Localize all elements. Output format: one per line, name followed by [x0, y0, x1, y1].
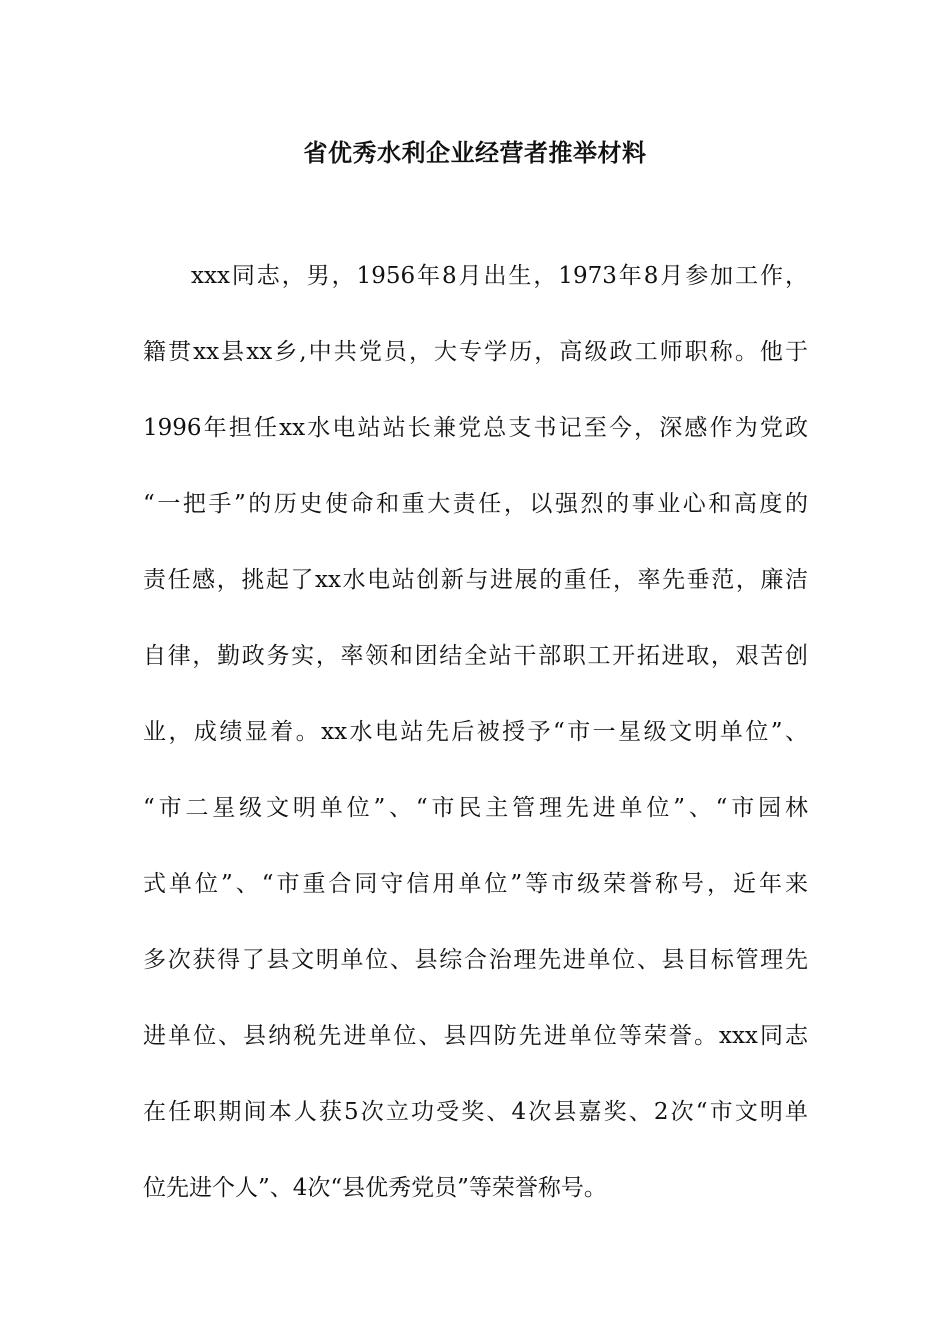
paragraph-line: 自律，勤政务实，率领和团结全站干部职工开拓进取，艰苦创	[143, 643, 808, 669]
paragraph-line: 1996年担任xx水电站站长兼党总支书记至今，深感作为党政	[143, 415, 808, 441]
paragraph-line: 责任感，挑起了xx水电站创新与进展的重任，率先垂范，廉洁	[143, 567, 808, 593]
document-title: 省优秀水利企业经营者推举材料	[303, 138, 647, 167]
paragraph-line: “市二星级文明单位”、“市民主管理先进单位”、“市园林	[143, 795, 808, 821]
paragraph-line: 在任职期间本人获5次立功受奖、4次县嘉奖、2次“市文明单	[143, 1099, 808, 1125]
body-paragraph	[143, 253, 808, 1241]
paragraph-line: xxx同志，男，1956年8月出生，1973年8月参加工作，	[191, 263, 808, 289]
paragraph-line: 业，成绩显着。xx水电站先后被授予“市一星级文明单位”、	[143, 719, 808, 745]
paragraph-line: 位先进个人”、4次“县优秀党员”等荣誉称号。	[143, 1175, 607, 1201]
paragraph-line: 多次获得了县文明单位、县综合治理先进单位、县目标管理先	[143, 947, 808, 973]
paragraph-line: “一把手”的历史使命和重大责任，以强烈的事业心和高度的	[143, 491, 808, 517]
paragraph-line: 进单位、县纳税先进单位、县四防先进单位等荣誉。xxx同志	[143, 1023, 808, 1049]
paragraph-line: 式单位”、“市重合同守信用单位”等市级荣誉称号，近年来	[143, 871, 808, 897]
paragraph-line: 籍贯xx县xx乡,中共党员，大专学历，高级政工师职称。他于	[143, 339, 808, 365]
